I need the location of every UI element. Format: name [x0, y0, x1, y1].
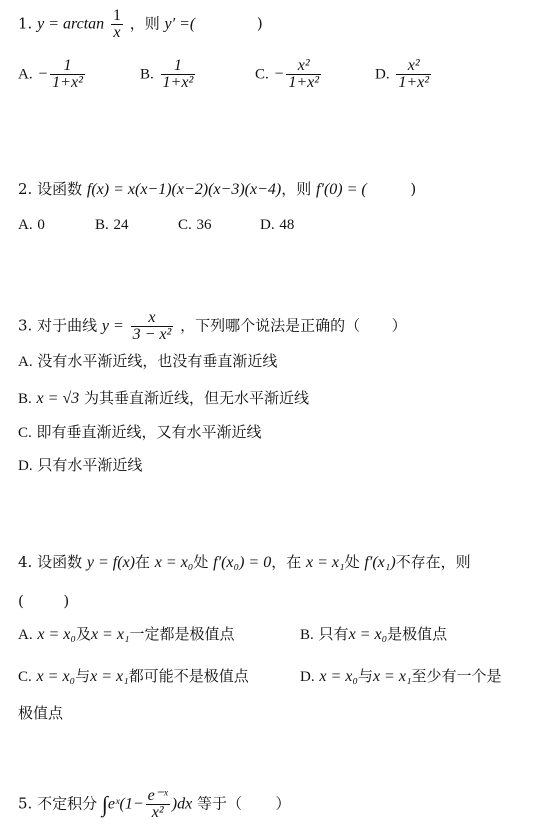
- q2-text-1: 设函数: [37, 180, 83, 198]
- q1-option-den: 1+x²: [52, 74, 83, 91]
- q1-option-fraction: [50, 58, 85, 91]
- q4-text-1: 设函数: [37, 553, 83, 571]
- q4-option-c-text-2: 都可能不是极值点: [128, 667, 249, 685]
- q5-integral-sign: ∫: [101, 791, 108, 817]
- q2-option-c: [178, 215, 212, 234]
- q5-frac-num: e⁻ˣ: [147, 787, 168, 804]
- q4-option-a-math-2: x = x₁: [90, 626, 130, 643]
- q4-option-d-math-2: x = x₁: [372, 668, 412, 685]
- q1-derivative: y′ =(: [164, 15, 196, 33]
- q1-option-d: [375, 58, 433, 91]
- q1-text: ，则: [129, 14, 160, 33]
- q2-option-label: C.: [178, 217, 192, 233]
- q3-option-d-label: D.: [18, 458, 33, 474]
- q1-expression: y = arctan: [37, 15, 105, 33]
- q2-expression: f(x) = x(x−1)(x−2)(x−3)(x−4): [86, 181, 282, 198]
- q1-option-den: 1+x²: [162, 74, 194, 91]
- q3-fraction: [131, 310, 174, 343]
- q4-option-c-math-1: x = x₀: [36, 668, 76, 685]
- q4-option-b-text-1: 只有: [318, 625, 349, 643]
- q5-close-paren: ）: [275, 794, 291, 813]
- q4-option-d-label: D.: [300, 669, 315, 685]
- q4-option-a-math-1: x = x₀: [37, 626, 76, 643]
- q4-option-b-math: x = x₀: [348, 626, 388, 643]
- q1-option-label: B.: [140, 66, 154, 83]
- q5-expr-a: eˣ(1−: [107, 795, 144, 813]
- q3-option-d-text: 只有水平渐近线: [37, 456, 143, 474]
- q5-fraction: [146, 788, 170, 821]
- q3-text-2: ，下列哪个说法是正确的（: [180, 316, 361, 335]
- q2-option-value: 48: [279, 217, 295, 233]
- q4-math-2: x = x₀: [154, 554, 194, 571]
- q3-option-c: [18, 421, 547, 444]
- q4-option-a-text-2: 一定都是极值点: [129, 625, 235, 643]
- q1-option-den: 1+x²: [398, 74, 430, 91]
- q2-option-label: B.: [95, 217, 109, 233]
- q4-option-c-text-1: 与: [75, 667, 91, 685]
- q4-math-5: f′(x₁): [364, 554, 396, 571]
- q1-option-label: C.: [255, 66, 269, 83]
- q3-number: 3.: [18, 316, 33, 335]
- q1-option-label: A.: [18, 66, 33, 83]
- q2-option-label: A.: [18, 217, 33, 233]
- q4-option-a-label: A.: [18, 627, 33, 643]
- q4-math-1: y = f(x): [86, 554, 135, 571]
- q4-option-d-math-1: x = x₀: [319, 668, 358, 685]
- q4-option-d-text-1: 与: [357, 667, 373, 685]
- q2-text-2: ，则: [281, 180, 312, 198]
- q2-option-value: 36: [196, 217, 212, 233]
- q4-blank: [18, 590, 547, 612]
- q2-option-a: [18, 215, 45, 234]
- q3-option-b-label: B.: [18, 391, 32, 407]
- q4-math-3: f′(x₀) = 0: [213, 554, 272, 571]
- q3-option-c-label: C.: [18, 425, 32, 441]
- q4-option-b-text-2: 是极值点: [387, 625, 448, 643]
- q1-option-sign: −: [37, 65, 49, 83]
- q4-text-4: ，在: [271, 553, 302, 571]
- question-3: [18, 310, 547, 343]
- q4-option-a-text-1: 及: [75, 625, 91, 643]
- q2-option-value: 24: [113, 217, 129, 233]
- q3-option-a-text: 没有水平渐近线，也没有垂直渐近线: [37, 352, 278, 370]
- q1-option-num: x²: [286, 58, 321, 75]
- q3-close-paren: ）: [391, 316, 407, 335]
- question-2: [18, 178, 547, 201]
- q1-frac-den: x: [113, 24, 121, 41]
- q1-option-num: x²: [396, 58, 431, 75]
- q1-option-b: [140, 58, 197, 91]
- q2-number: 2.: [18, 180, 33, 198]
- q1-option-den: 1+x²: [288, 74, 320, 91]
- question-5: [18, 788, 547, 821]
- q2-option-value: 0: [37, 217, 45, 233]
- q4-open-paren: (: [18, 592, 24, 610]
- q2-close-paren: ): [410, 180, 417, 198]
- q4-text-6: 不存在，则: [395, 553, 471, 571]
- q5-number: 5.: [18, 794, 33, 813]
- q2-option-label: D.: [260, 217, 275, 233]
- q1-option-num: 1: [50, 58, 85, 75]
- q3-option-d: [18, 454, 547, 477]
- q3-lhs: y =: [101, 317, 124, 335]
- q1-option-c: [255, 58, 323, 91]
- question-4: [18, 551, 547, 574]
- q4-number: 4.: [18, 553, 33, 571]
- q3-frac-num: x: [131, 310, 174, 327]
- q3-option-b-math: x = √3: [36, 390, 80, 407]
- q4-option-b: [300, 623, 547, 646]
- q3-option-c-text: 即有垂直渐近线，又有水平渐近线: [36, 423, 262, 441]
- q3-option-a: [18, 350, 547, 373]
- q1-number: 1.: [18, 14, 33, 33]
- question-1: [18, 8, 547, 41]
- q3-option-b: [18, 387, 547, 410]
- q1-option-num: 1: [161, 58, 196, 75]
- q3-option-a-label: A.: [18, 354, 33, 370]
- q3-option-b-text: 为其垂直渐近线，但无水平渐近线: [84, 389, 310, 407]
- q3-text-1: 对于曲线: [37, 316, 98, 335]
- q4-math-4: x = x₁: [306, 554, 345, 571]
- q1-option-sign: −: [273, 65, 285, 83]
- q1-frac-num: 1: [112, 7, 121, 24]
- q4-option-c-math-2: x = x₁: [90, 668, 129, 685]
- q1-option-fraction: [161, 58, 196, 91]
- q5-frac-den: x²: [151, 804, 164, 821]
- q5-text-2: 等于（: [196, 794, 242, 813]
- q5-expr-b: )dx: [171, 795, 193, 813]
- q4-text-3: 处: [193, 553, 209, 571]
- q1-fraction: [111, 8, 123, 41]
- q4-option-d: [300, 665, 547, 688]
- q1-close-paren: ): [256, 14, 263, 33]
- q4-option-d-text-3: 极值点: [18, 704, 64, 722]
- q1-option-label: D.: [375, 66, 390, 83]
- q1-option-fraction: [396, 58, 431, 91]
- q4-option-d-continued: [18, 702, 547, 724]
- q4-text-2: 在: [135, 553, 151, 571]
- q1-option-a: [18, 58, 87, 91]
- q1-option-fraction: [286, 58, 321, 91]
- q4-option-d-text-2: 至少有一个是: [411, 667, 502, 685]
- q5-text-1: 不定积分: [37, 794, 98, 813]
- q4-option-b-label: B.: [300, 627, 314, 643]
- q3-frac-den: 3 − x²: [132, 326, 172, 343]
- q2-derivative: f′(0) = (: [316, 181, 367, 198]
- q4-close-paren: ): [63, 592, 70, 610]
- q4-text-5: 处: [344, 553, 360, 571]
- q4-option-c-label: C.: [18, 669, 32, 685]
- q2-option-d: [260, 215, 294, 234]
- q2-option-b: [95, 215, 129, 234]
